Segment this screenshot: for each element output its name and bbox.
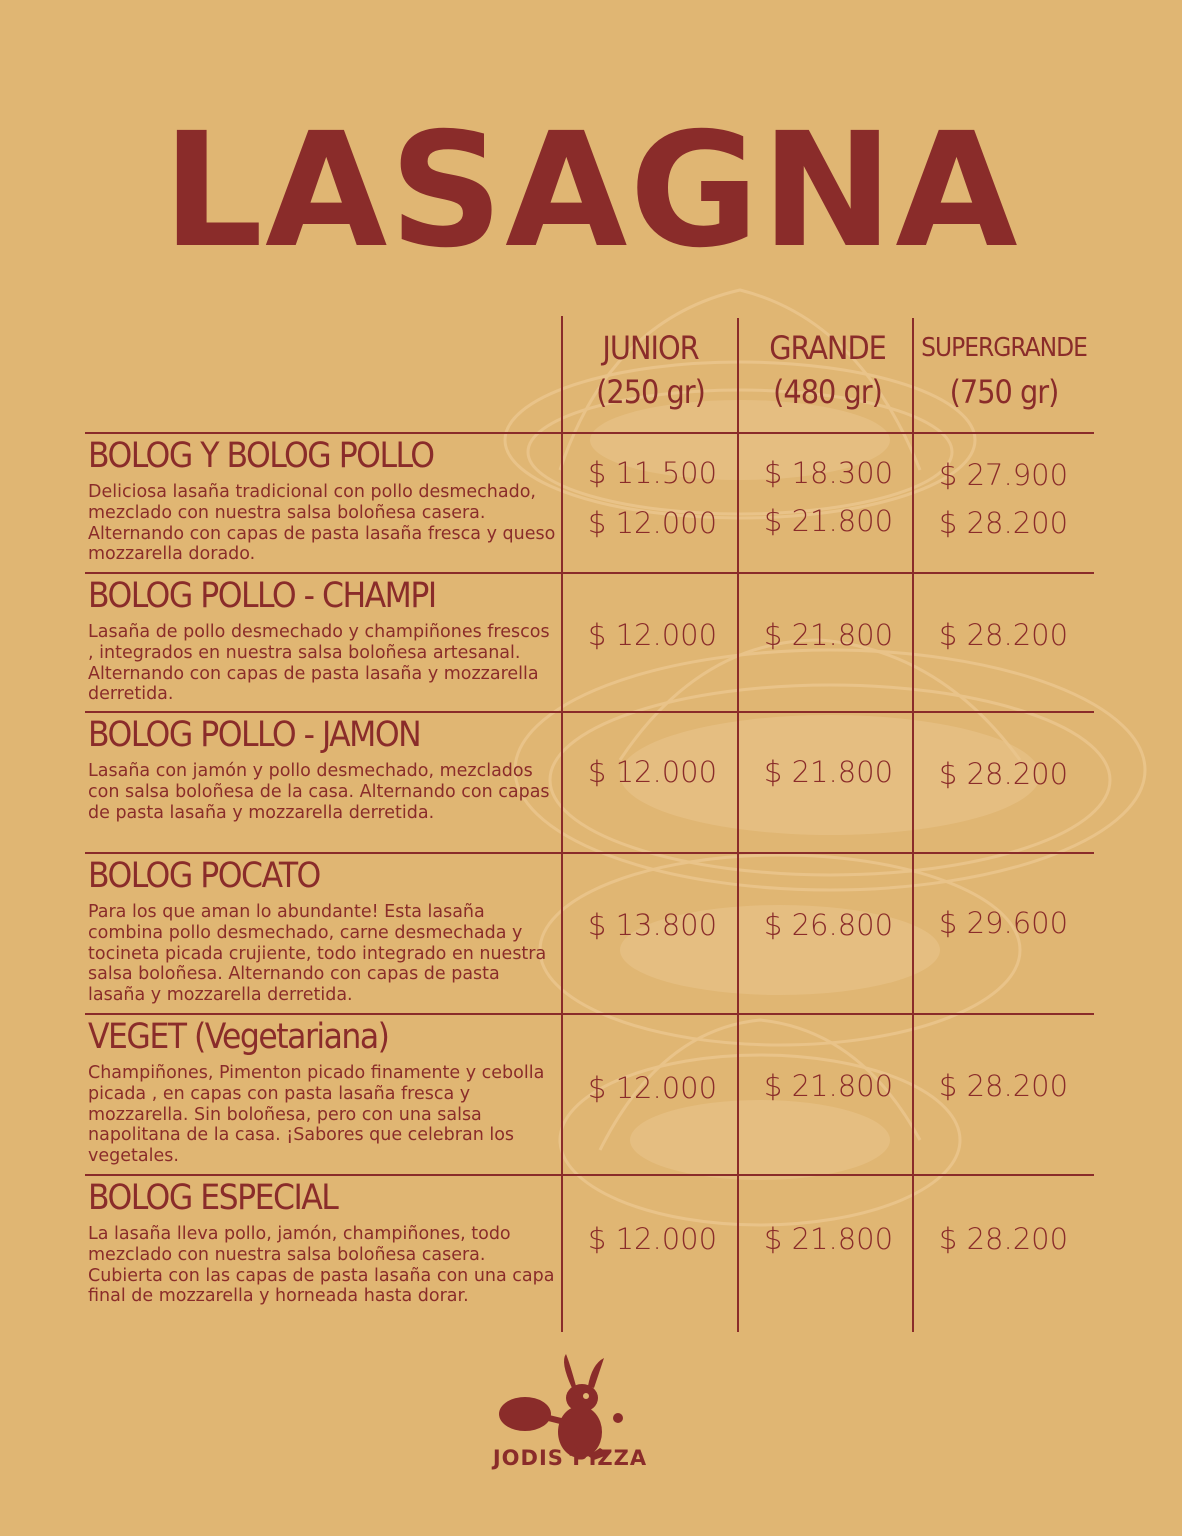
price-grande: $ 21.800 (763, 1222, 894, 1256)
price-supergrande: $ 28.200 (938, 618, 1069, 652)
price-grande: $ 18.300 (763, 456, 894, 490)
column-name: SUPERGRANDE (921, 333, 1087, 363)
brand-name: JODIS PIZZA (492, 1446, 648, 1470)
price-grande: $ 21.800 (763, 618, 894, 652)
item-name: VEGET (Vegetariana) (88, 1017, 389, 1057)
menu-item-row (85, 1015, 1094, 1174)
price-junior: $ 12.000 (587, 755, 718, 789)
column-size: (250 gr) (596, 373, 705, 411)
menu-item-row (85, 434, 1094, 572)
price-grande: $ 21.800 (763, 1069, 894, 1103)
item-name: BOLOG POLLO - CHAMPI (88, 576, 436, 616)
item-name: BOLOG POCATO (88, 856, 320, 896)
column-size: (480 gr) (773, 373, 882, 411)
item-name: BOLOG POLLO - JAMON (88, 715, 421, 755)
price-junior: $ 11.500 (587, 456, 718, 490)
menu-item-row (85, 713, 1094, 852)
page-title: LASAGNA (162, 99, 1020, 283)
item-description: Para los que aman lo abundante! Esta lasaña combina pollo desmechado, carne desmechada y tocineta picada crujiente, todo integrado en nuestra salsa boloñesa. Alternando con capas de pasta lasaña y mozzarella derretida. (88, 902, 547, 1006)
column-size: (750 gr) (949, 373, 1059, 411)
item-description: Lasaña de pollo desmechado y champiñones frescos , integrados en nuestra salsa boloñesa artesanal. Alternando con capas de pasta lasaña y mozzarella derretida. (88, 622, 550, 705)
price-junior: $ 13.800 (587, 908, 718, 942)
column-name: JUNIOR (602, 329, 699, 367)
price-supergrande: $ 28.200 (938, 757, 1069, 791)
item-description: Champiñones, Pimenton picado finamente y cebolla picada , en capas con pasta lasaña fresca y mozzarella. Sin boloñesa, pero con una salsa napolitana de la casa. ¡Sabores que celebran los vegetales. (88, 1063, 545, 1167)
column-header-supergrande (915, 326, 1093, 414)
column-name: GRANDE (769, 329, 886, 367)
item-description: La lasaña lleva pollo, jamón, champiñones, todo mezclado con nuestra salsa boloñesa casera. Cubierta con las capas de pasta lasaña con una capa final de mozzarella y horneada hasta dorar. (88, 1224, 555, 1307)
price-junior: $ 12.000 (587, 618, 718, 652)
menu-item-row (85, 574, 1094, 711)
item-description: Deliciosa lasaña tradicional con pollo desmechado, mezclado con nuestra salsa boloñesa casera. Alternando con capas de pasta lasaña fresca y queso mozzarella dorado. (88, 482, 556, 565)
price-supergrande: $ 27.900 (938, 458, 1069, 492)
price-grande: $ 26.800 (763, 908, 894, 942)
column-header-grande (740, 326, 915, 414)
price-supergrande: $ 29.600 (938, 906, 1069, 940)
price-junior: $ 12.000 (587, 1071, 718, 1105)
column-header-junior (563, 326, 738, 414)
price-grande-alt: $ 21.800 (763, 504, 894, 538)
price-supergrande: $ 28.200 (938, 1222, 1069, 1256)
price-supergrande-alt: $ 28.200 (938, 506, 1069, 540)
item-name: BOLOG Y BOLOG POLLO (88, 436, 434, 476)
price-supergrande: $ 28.200 (938, 1069, 1069, 1103)
menu-item-row (85, 854, 1094, 1013)
item-name: BOLOG ESPECIAL (88, 1178, 338, 1218)
price-junior: $ 12.000 (587, 1222, 718, 1256)
price-grande: $ 21.800 (763, 755, 894, 789)
price-junior-alt: $ 12.000 (587, 506, 718, 540)
item-description: Lasaña con jamón y pollo desmechado, mezclados con salsa boloñesa de la casa. Alternando con capas de pasta lasaña y mozzarella derretida. (88, 761, 550, 823)
menu-item-row (85, 1176, 1094, 1332)
